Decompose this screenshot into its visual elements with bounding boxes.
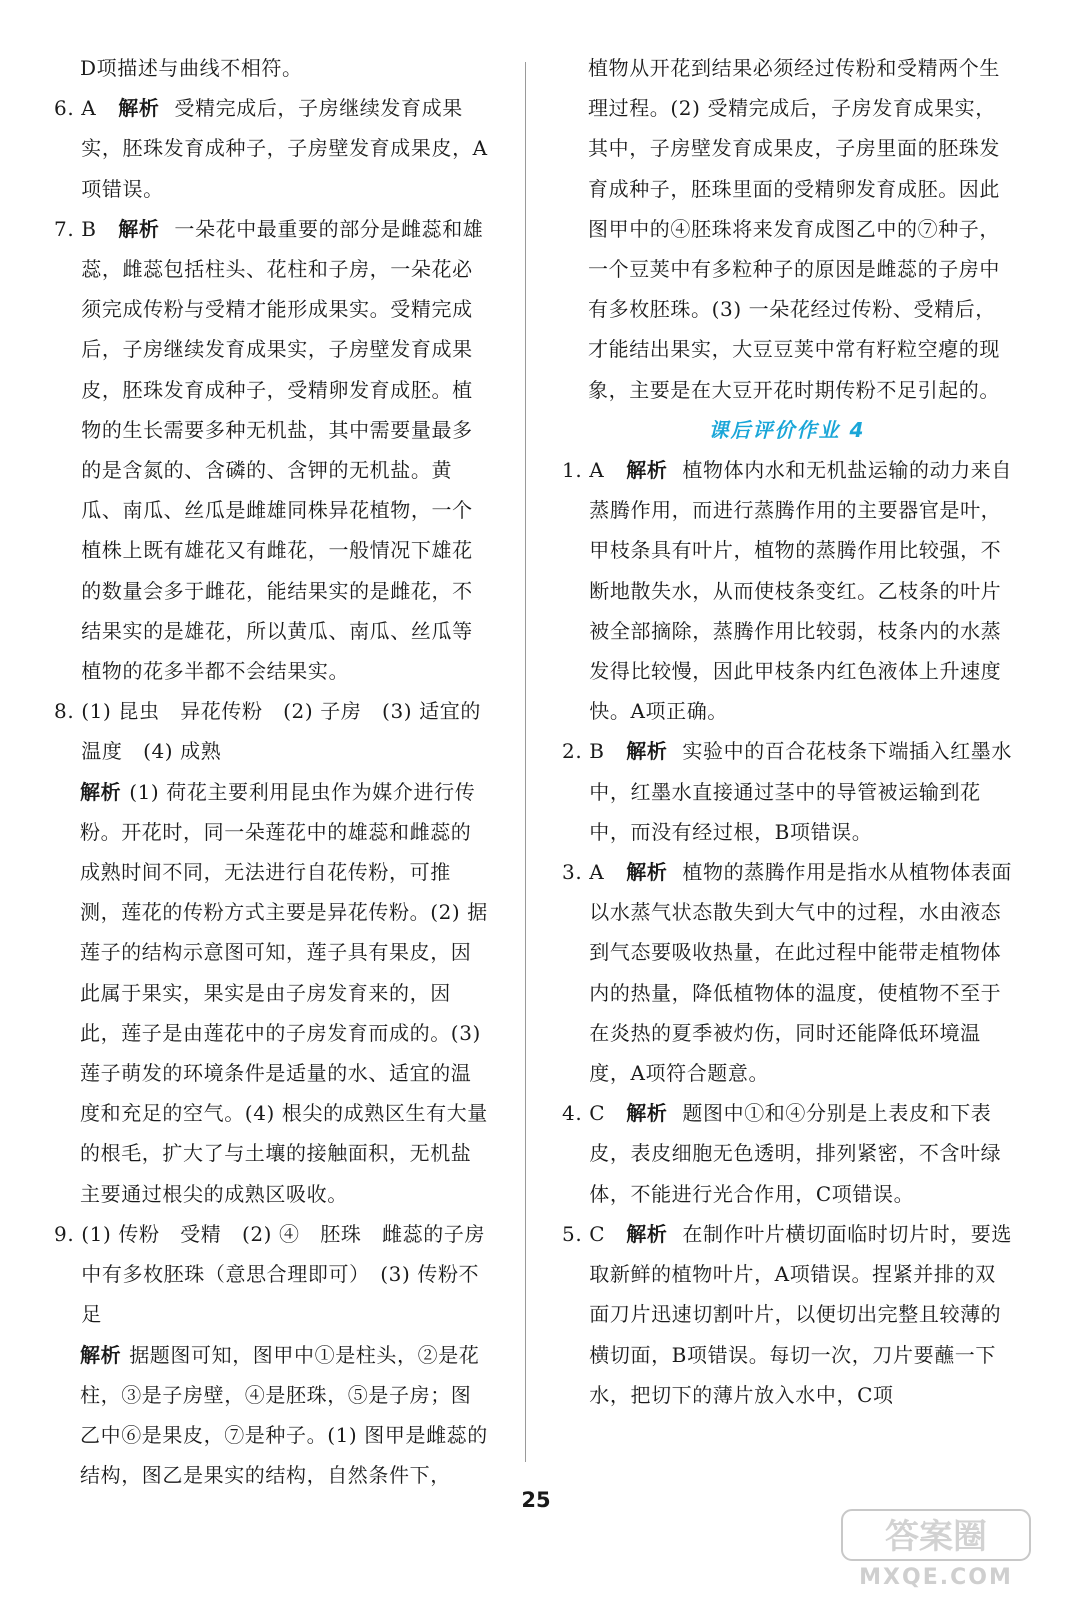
analysis-text: 题图中①和④分别是上表皮和下表皮，表皮细胞无色透明，排列紧密，不含叶绿体，不能进行光合作用，C项错误。 bbox=[589, 1101, 1002, 1206]
analysis-text: 受精完成后，子房继续发育成果实，胚珠发育成种子，子房壁发育成果皮，A项错误。 bbox=[81, 96, 488, 201]
answer-item-2 bbox=[562, 731, 1012, 852]
answer-choice: A bbox=[589, 860, 605, 885]
analysis-text: 植物的蒸腾作用是指水从植物体表面以水蒸气状态散失到大气中的过程，水由液态到气态要吸收热量，在此过程中能带走植物体内的热量，降低植物体的温度，使植物不至于在炎热的夏季被灼伤，同时还能降低环境温度，A项符合题意。 bbox=[589, 860, 1013, 1086]
item-body bbox=[589, 1093, 1012, 1214]
continued-text: D项描述与曲线不相符。 bbox=[80, 56, 303, 80]
answer-item-4 bbox=[562, 1093, 1012, 1214]
item-number: 7. bbox=[54, 216, 75, 241]
analysis-paragraph-9 bbox=[54, 1335, 490, 1496]
item-number: 5. bbox=[562, 1221, 583, 1246]
answer-item-6 bbox=[54, 88, 490, 209]
right-column bbox=[562, 48, 1012, 1415]
item-body bbox=[81, 691, 490, 771]
analysis-label: 解析 bbox=[626, 739, 668, 764]
watermark-line2: MXQE.COM bbox=[859, 1565, 1013, 1590]
answer-choice: A bbox=[81, 96, 97, 121]
answer-item-1 bbox=[562, 450, 1012, 731]
analysis-text: 一朵花中最重要的部分是雌蕊和雄蕊，雌蕊包括柱头、花柱和子房，一朵花必须完成传粉与受精才能形成果实。受精完成后，子房继续发育成果实，子房壁发育成果皮，胚珠发育成种子，受精卵发育成胚。植物的生长需要多种无机盐，其中需要量最多的是含氮的、含磷的、含钾的无机盐。黄瓜、南瓜、丝瓜是雌雄同株异花植物，一个植株上既有雄花又有雌花，一般情况下雄花的数量会多于雌花，能结果实的是雌花，不结果实的是雄花，所以黄瓜、南瓜、丝瓜等植物的花多半都不会结果实。 bbox=[81, 216, 484, 684]
column-divider bbox=[525, 62, 526, 1462]
analysis-label: 解析 bbox=[118, 216, 160, 241]
answer-choice: C bbox=[589, 1221, 606, 1246]
analysis-label: 解析 bbox=[118, 96, 160, 121]
answer-choice: A bbox=[589, 458, 605, 483]
analysis-label: 解析 bbox=[80, 1342, 122, 1367]
item-number: 2. bbox=[562, 739, 583, 764]
item-number: 9. bbox=[54, 1221, 75, 1246]
left-column bbox=[54, 48, 490, 1495]
item-body bbox=[589, 852, 1012, 1093]
watermark-line1: 答案圈 bbox=[885, 1517, 987, 1557]
answer-choice: B bbox=[589, 739, 605, 764]
item-body bbox=[589, 450, 1012, 731]
item-body bbox=[81, 88, 490, 209]
answer-item-8 bbox=[54, 691, 490, 771]
answer-text: (1) 传粉 受精 (2) ④ 胚珠 雌蕊的子房中有多枚胚珠（意思合理即可） (3) 传粉不足 bbox=[81, 1221, 486, 1327]
item-number: 3. bbox=[562, 860, 583, 885]
answer-item-3 bbox=[562, 852, 1012, 1093]
analysis-label: 解析 bbox=[626, 1221, 668, 1246]
continued-text: 植物从开花到结果必须经过传粉和受精两个生理过程。(2) 受精完成后，子房发育成果实，其中，子房壁发育成果皮，子房里面的胚珠发育成种子，胚珠里面的受精卵发育成胚。因此图甲中的④胚珠将来发育成图乙中的⑦种子，一个豆荚中有多粒种子的原因是雌蕊的子房中有多枚胚珠。(3) 一朵花经过传粉、受精后，才能结出果实，大豆豆荚中常有籽粒空瘪的现象，主要是在大豆开花时期传粉不足引起的。 bbox=[588, 56, 1000, 402]
answer-text: (1) 昆虫 异花传粉 (2) 子房 (3) 适宜的温度 (4) 成熟 bbox=[81, 699, 481, 764]
item-number: 4. bbox=[562, 1101, 583, 1126]
analysis-label: 解析 bbox=[626, 1101, 668, 1126]
section-heading: 课后评价作业 4 bbox=[708, 417, 866, 442]
analysis-paragraph-8 bbox=[54, 772, 490, 1214]
answer-choice: B bbox=[81, 216, 97, 241]
item-body bbox=[589, 1214, 1012, 1415]
analysis-text: (1) 荷花主要利用昆虫作为媒介进行传粉。开花时，同一朵莲花中的雄蕊和雌蕊的成熟时间不同，无法进行自花传粉，可推测，莲花的传粉方式主要是异花传粉。(2) 据莲子的结构示意图可知，莲子具有果皮，因此属于果实，果实是由子房发育来的，因此，莲子是由莲花中的子房发育而成的。(3) 莲子萌发的环境条件是适量的水、适宜的温度和充足的空气。(4) 根尖的成熟区生有大量的根毛，扩大了与土壤的接触面积，无机盐主要通过根尖的成熟区吸收。 bbox=[80, 779, 488, 1206]
analysis-label: 解析 bbox=[626, 860, 668, 885]
analysis-text: 据题图可知，图甲中①是柱头，②是花柱，③是子房壁，④是胚珠，⑤是子房；图乙中⑥是果皮，⑦是种子。(1) 图甲是雌蕊的结构，图乙是果实的结构，自然条件下， bbox=[80, 1342, 488, 1488]
watermark-logo bbox=[838, 1506, 1034, 1592]
item-number: 1. bbox=[562, 458, 583, 483]
analysis-text: 在制作叶片横切面临时切片时，要选取新鲜的植物叶片，A项错误。捏紧并排的双面刀片迅速切割叶片，以便切出完整且较薄的横切面，B项错误。每切一次，刀片要蘸一下水，把切下的薄片放入水中，C项 bbox=[589, 1221, 1013, 1407]
item-number: 6. bbox=[54, 96, 75, 121]
page-number: 25 bbox=[521, 1488, 551, 1512]
item-number: 8. bbox=[54, 699, 75, 724]
analysis-label: 解析 bbox=[80, 779, 122, 804]
answer-item-9 bbox=[54, 1214, 490, 1335]
item-body bbox=[81, 1214, 490, 1335]
analysis-text: 植物体内水和无机盐运输的动力来自蒸腾作用，而进行蒸腾作用的主要器官是叶，甲枝条具有叶片，植物的蒸腾作用比较强，不断地散失水，从而使枝条变红。乙枝条的叶片被全部摘除，蒸腾作用比较弱，枝条内的水蒸发得比较慢，因此甲枝条内红色液体上升速度快。A项正确。 bbox=[589, 458, 1013, 724]
item-body bbox=[589, 731, 1012, 852]
answer-choice: C bbox=[589, 1101, 606, 1126]
analysis-label: 解析 bbox=[626, 458, 668, 483]
item-body bbox=[81, 209, 490, 691]
analysis-text: 实验中的百合花枝条下端插入红墨水中，红墨水直接通过茎中的导管被运输到花中，而没有经过根，B项错误。 bbox=[589, 739, 1013, 844]
answer-item-7 bbox=[54, 209, 490, 691]
answer-item-5 bbox=[562, 1214, 1012, 1415]
